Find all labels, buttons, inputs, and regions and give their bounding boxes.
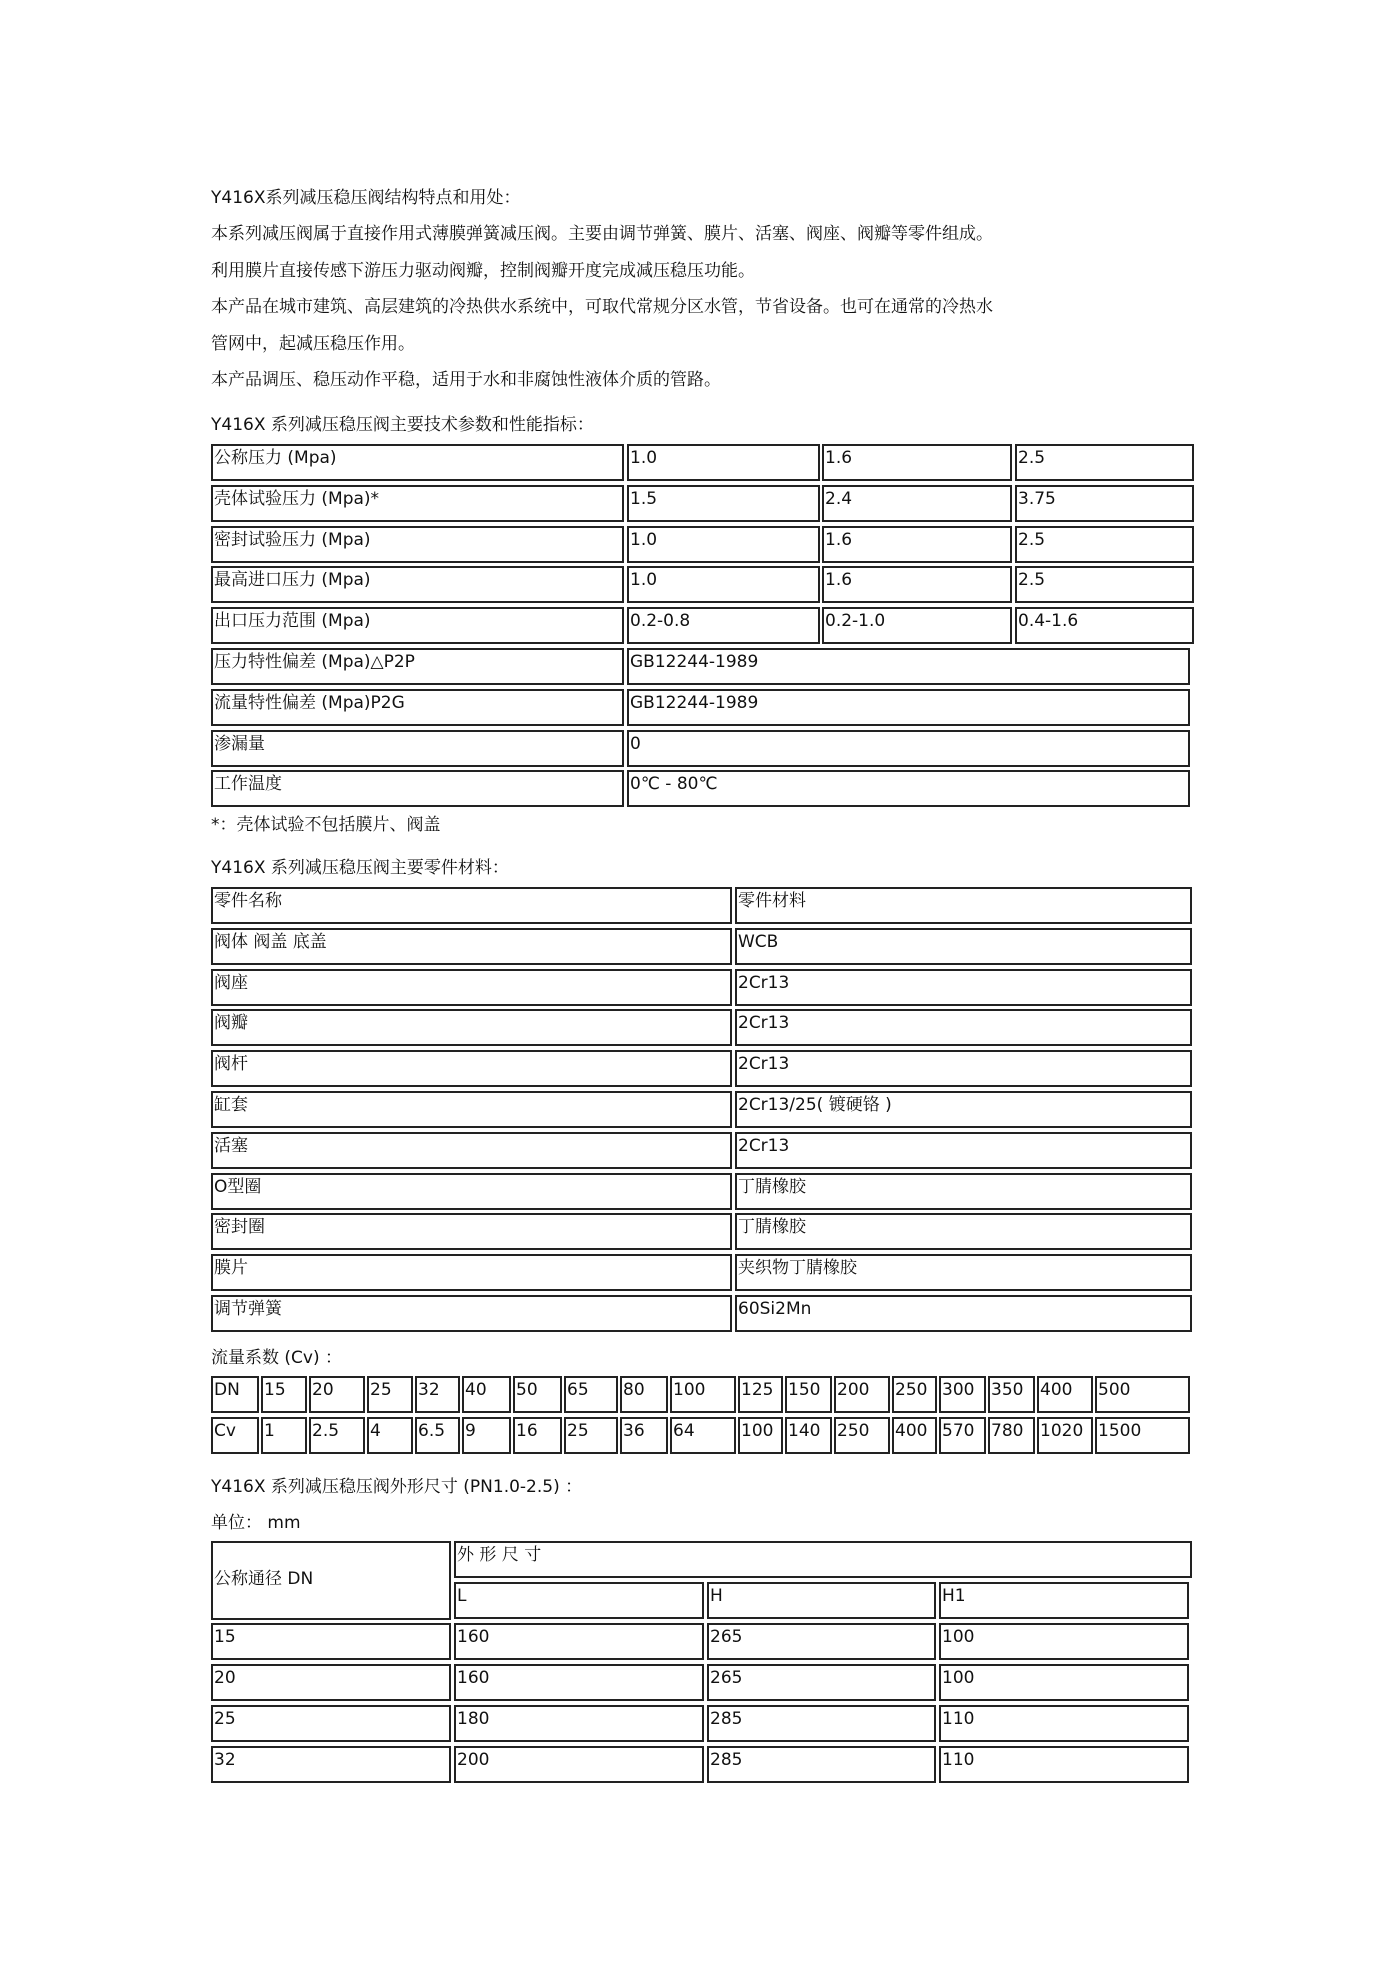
param-value-cell: 3.75 — [1015, 485, 1194, 522]
param-value-cell: 2.5 — [1015, 526, 1194, 563]
dimension-value-cell: 110 — [939, 1746, 1189, 1783]
part-name-cell: 活塞 — [211, 1132, 732, 1169]
dn-value-cell: 25 — [211, 1705, 451, 1742]
cv-cell: 25 — [564, 1417, 618, 1454]
param-value-cell: 0.2-1.0 — [822, 607, 1012, 644]
dimension-value-cell: 285 — [707, 1746, 936, 1783]
dims-unit: 单位： mm — [211, 1513, 301, 1533]
cv-cell: 6.5 — [415, 1417, 460, 1454]
part-material-cell: WCB — [735, 928, 1192, 965]
dn-cell: 200 — [834, 1376, 890, 1413]
dimension-header-cell: H1 — [939, 1582, 1189, 1619]
dn-cell: 250 — [892, 1376, 937, 1413]
dimension-header-cell: L — [454, 1582, 704, 1619]
part-name-cell: 调节弹簧 — [211, 1295, 732, 1332]
part-material-cell: 2Cr13 — [735, 1050, 1192, 1087]
param-label-cell: 工作温度 — [211, 770, 624, 807]
param-value-cell: 1.5 — [627, 485, 820, 522]
materials-header-cell: 零件名称 — [211, 887, 732, 924]
dimension-value-cell: 160 — [454, 1664, 704, 1701]
cv-cell: 100 — [738, 1417, 783, 1454]
cv-cell: 9 — [462, 1417, 511, 1454]
param-value-cell: 0℃ - 80℃ — [627, 770, 1190, 807]
cv-cell: 64 — [670, 1417, 736, 1454]
dn-cell: 150 — [785, 1376, 832, 1413]
dimension-header-cell: H — [707, 1582, 936, 1619]
dn-cell: 400 — [1037, 1376, 1093, 1413]
param-label-cell: 渗漏量 — [211, 730, 624, 767]
cv-cell: 1500 — [1095, 1417, 1190, 1454]
intro-line: 利用膜片直接传感下游压力驱动阀瓣，控制阀瓣开度完成减压稳压功能。 — [211, 261, 755, 281]
part-material-cell: 2Cr13 — [735, 1132, 1192, 1169]
param-value-cell: 0.4-1.6 — [1015, 607, 1194, 644]
param-value-cell: 1.6 — [822, 444, 1012, 481]
dn-cell: 80 — [620, 1376, 668, 1413]
dn-cell: 65 — [564, 1376, 618, 1413]
part-material-cell: 丁腈橡胶 — [735, 1173, 1192, 1210]
dims-table-title: Y416X 系列减压稳压阀外形尺寸 (PN1.0-2.5) ： — [211, 1477, 583, 1497]
param-value-cell: 1.6 — [822, 566, 1012, 603]
param-value-cell: 2.5 — [1015, 566, 1194, 603]
part-name-cell: 缸套 — [211, 1091, 732, 1128]
cv-cell: 780 — [988, 1417, 1035, 1454]
intro-heading: Y416X系列减压稳压阀结构特点和用处： — [211, 188, 521, 208]
dn-value-cell: 32 — [211, 1746, 451, 1783]
param-value-cell: 1.6 — [822, 526, 1012, 563]
outline-header-cell: 外 形 尺 寸 — [454, 1541, 1192, 1578]
part-name-cell: 阀座 — [211, 969, 732, 1006]
cv-cell: 1020 — [1037, 1417, 1093, 1454]
cv-cell: 4 — [367, 1417, 413, 1454]
part-material-cell: 2Cr13 — [735, 1009, 1192, 1046]
cv-cell: 2.5 — [309, 1417, 365, 1454]
dn-cell: 15 — [261, 1376, 307, 1413]
dn-cell: 32 — [415, 1376, 460, 1413]
param-label-cell: 流量特性偏差 (Mpa)P2G — [211, 689, 624, 726]
dn-cell: 50 — [513, 1376, 562, 1413]
cv-cell: 1 — [261, 1417, 307, 1454]
part-material-cell: 丁腈橡胶 — [735, 1213, 1192, 1250]
materials-header-cell: 零件材料 — [735, 887, 1192, 924]
dn-cell: 25 — [367, 1376, 413, 1413]
part-material-cell: 夹织物丁腈橡胶 — [735, 1254, 1192, 1291]
dn-cell: 500 — [1095, 1376, 1190, 1413]
flow-table-title: 流量系数 (Cv) ： — [211, 1348, 343, 1368]
dn-cell: 125 — [738, 1376, 783, 1413]
param-value-cell: GB12244-1989 — [627, 648, 1190, 685]
param-label-cell: 压力特性偏差 (Mpa)△P2P — [211, 648, 624, 685]
intro-line: 管网中，起减压稳压作用。 — [211, 334, 415, 354]
cv-cell: 250 — [834, 1417, 890, 1454]
part-name-cell: 阀瓣 — [211, 1009, 732, 1046]
tech-table-note: *：壳体试验不包括膜片、阀盖 — [211, 815, 441, 835]
param-value-cell: 1.0 — [627, 444, 820, 481]
param-label-cell: 公称压力 (Mpa) — [211, 444, 624, 481]
param-value-cell: 0 — [627, 730, 1190, 767]
part-material-cell: 2Cr13/25( 镀硬铬 ) — [735, 1091, 1192, 1128]
dimension-value-cell: 285 — [707, 1705, 936, 1742]
part-name-cell: 阀体 阀盖 底盖 — [211, 928, 732, 965]
dimension-value-cell: 100 — [939, 1664, 1189, 1701]
part-material-cell: 2Cr13 — [735, 969, 1192, 1006]
cv-cell: 570 — [939, 1417, 986, 1454]
dimension-value-cell: 180 — [454, 1705, 704, 1742]
param-value-cell: 1.0 — [627, 526, 820, 563]
dn-cell: 20 — [309, 1376, 365, 1413]
cv-cell: 400 — [892, 1417, 937, 1454]
dn-cell: 300 — [939, 1376, 986, 1413]
materials-table-title: Y416X 系列减压稳压阀主要零件材料： — [211, 858, 509, 878]
dn-cell: 40 — [462, 1376, 511, 1413]
cv-cell: 16 — [513, 1417, 562, 1454]
dimension-value-cell: 265 — [707, 1664, 936, 1701]
part-name-cell: O型圈 — [211, 1173, 732, 1210]
dimension-value-cell: 160 — [454, 1623, 704, 1660]
intro-line: 本产品在城市建筑、高层建筑的冷热供水系统中，可取代常规分区水管，节省设备。也可在通常的冷热水 — [211, 297, 993, 317]
dn-value-cell: 15 — [211, 1623, 451, 1660]
intro-line: 本系列减压阀属于直接作用式薄膜弹簧减压阀。主要由调节弹簧、膜片、活塞、阀座、阀瓣等零件组成。 — [211, 224, 993, 244]
param-value-cell: 0.2-0.8 — [627, 607, 820, 644]
cv-cell: Cv — [211, 1417, 259, 1454]
param-value-cell: 2.4 — [822, 485, 1012, 522]
dn-cell: DN — [211, 1376, 259, 1413]
part-name-cell: 密封圈 — [211, 1213, 732, 1250]
dimension-value-cell: 200 — [454, 1746, 704, 1783]
part-name-cell: 阀杆 — [211, 1050, 732, 1087]
dn-value-cell: 20 — [211, 1664, 451, 1701]
intro-line: 本产品调压、稳压动作平稳，适用于水和非腐蚀性液体介质的管路。 — [211, 370, 721, 390]
dn-cell: 100 — [670, 1376, 736, 1413]
param-value-cell: GB12244-1989 — [627, 689, 1190, 726]
dn-header-cell: 公称通径 DN — [211, 1541, 451, 1620]
param-label-cell: 密封试验压力 (Mpa) — [211, 526, 624, 563]
dimension-value-cell: 110 — [939, 1705, 1189, 1742]
tech-table-title: Y416X 系列减压稳压阀主要技术参数和性能指标： — [211, 415, 594, 435]
part-material-cell: 60Si2Mn — [735, 1295, 1192, 1332]
dimension-value-cell: 100 — [939, 1623, 1189, 1660]
dn-cell: 350 — [988, 1376, 1035, 1413]
cv-cell: 36 — [620, 1417, 668, 1454]
param-label-cell: 出口压力范围 (Mpa) — [211, 607, 624, 644]
param-value-cell: 2.5 — [1015, 444, 1194, 481]
param-label-cell: 壳体试验压力 (Mpa)* — [211, 485, 624, 522]
cv-cell: 140 — [785, 1417, 832, 1454]
dimension-value-cell: 265 — [707, 1623, 936, 1660]
param-label-cell: 最高进口压力 (Mpa) — [211, 566, 624, 603]
param-value-cell: 1.0 — [627, 566, 820, 603]
part-name-cell: 膜片 — [211, 1254, 732, 1291]
